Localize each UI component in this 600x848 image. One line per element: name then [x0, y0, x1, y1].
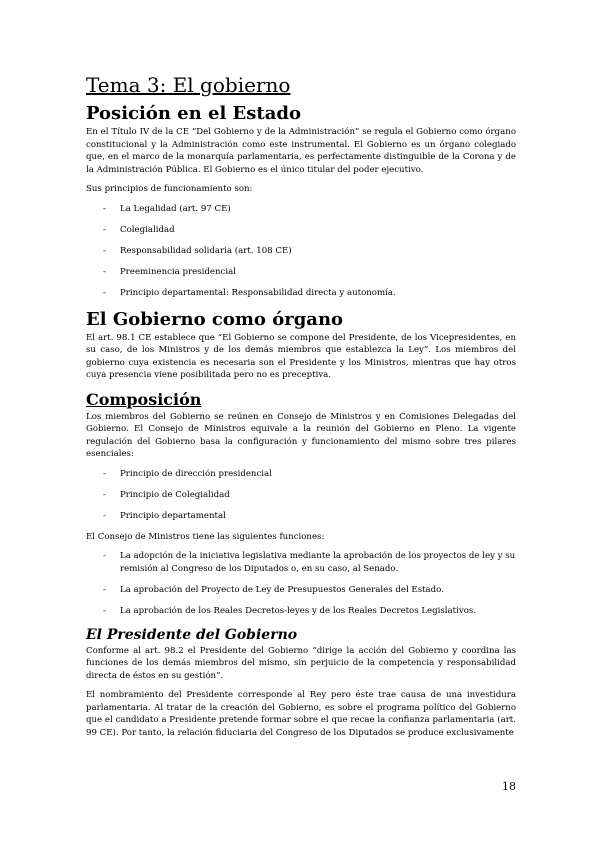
dash-bullet: -	[103, 224, 106, 235]
paragraph: Los miembros del Gobierno se reúnen en Consejo de Ministros y en Comisiones Delegadas del Gobierno. El Consejo de Ministros equivale a la reunión del Gobierno en Pleno. La vigente regulación del Gobierno basa la configuración y funcionamiento del mismo sobre tres pilares esenciales:	[86, 411, 516, 459]
page-title: Tema 3: El gobierno	[86, 73, 291, 97]
list-item: - Preeminencia presidencial	[103, 266, 236, 277]
list-item: - Principio departamental	[103, 510, 226, 521]
list-item: - La aprobación de los Reales Decretos-leyes y de los Reales Decretos Legislativos.	[103, 605, 477, 616]
paragraph: El nombramiento del Presidente corresponde al Rey pero éste trae causa de una investidura parlamentaria. Al tratar de la creación del Gobierno, es sobre el programa político del Gobierno que el candidato a Presidente pretende formar sobre el que recae la confianza parlamentaria (art. 99 CE). Por tanto, la relación fiduciaria del Congreso de los Diputados se produce exclusivamente	[86, 690, 516, 738]
principles-list	[86, 203, 516, 300]
dash-bullet: -	[103, 203, 106, 214]
dash-bullet: -	[103, 584, 106, 595]
dash-bullet: -	[103, 468, 106, 479]
paragraph: El art. 98.1 CE establece que “El Gobierno se compone del Presidente, de los Vicepresidentes, en su caso, de los Ministros y de los demás miembros que establezca la Ley”. Los miembros del gobierno cuya existencia es necesaria son el Presidente y los Ministros, mientras que hay otros cuya presencia viene posibilitada pero no es preceptiva.	[86, 332, 516, 380]
list-item: - La Legalidad (art. 97 CE)	[103, 203, 231, 214]
heading-gobierno-organo: El Gobierno como órgano	[86, 308, 344, 330]
dash-bullet: -	[103, 245, 106, 256]
paragraph: El Consejo de Ministros tiene las siguientes funciones:	[86, 531, 325, 542]
dash-bullet: -	[103, 510, 106, 521]
list-item: - Principio departamental: Responsabilidad directa y autonomía.	[103, 287, 396, 298]
heading-posicion-estado: Posición en el Estado	[86, 103, 301, 124]
list-item: - La adopción de la iniciativa legislativa mediante la aprobación de los proyectos de ley y su remisión al Congreso de los Diputados o, en su caso, al Senado.	[103, 551, 516, 574]
functions-list	[86, 550, 516, 617]
dash-bullet: -	[103, 287, 106, 298]
paragraph: Conforme al art. 98.2 el Presidente del Gobierno “dirige la acción del Gobierno y coordina las funciones de los demás miembros del mismo, sin perjuicio de la competencia y responsabilidad directa de éstos en su gestión”.	[86, 645, 516, 681]
page-number: 18	[502, 780, 516, 793]
list-item: - Colegialidad	[103, 224, 175, 235]
list-item: - Responsabilidad solidaria (art. 108 CE)	[103, 245, 292, 256]
page-content	[86, 72, 516, 746]
list-item: - Principio de dirección presidencial	[103, 468, 272, 479]
heading-presidente: El Presidente del Gobierno	[86, 626, 298, 643]
list-item: - La aprobación del Proyecto de Ley de Presupuestos Generales del Estado.	[103, 584, 444, 595]
dash-bullet: -	[103, 489, 106, 500]
dash-bullet: -	[103, 551, 106, 561]
dash-bullet: -	[103, 266, 106, 277]
paragraph: Sus principios de funcionamiento son:	[86, 184, 253, 194]
heading-composicion: Composición	[86, 389, 202, 409]
pillars-list	[86, 468, 516, 523]
paragraph: En el Título IV de la CE “Del Gobierno y de la Administración” se regula el Gobierno como órgano constitucional y la Administración como este instrumental. El Gobierno es un órgano colegiado que, en el marco de la monarquía parlamentaria, es perfectamente distinguible de la Corona y de la Administración Pública. El Gobierno es el único titular del poder ejecutivo.	[86, 127, 516, 175]
dash-bullet: -	[103, 605, 106, 616]
list-item: - Principio de Colegialidad	[103, 489, 230, 500]
